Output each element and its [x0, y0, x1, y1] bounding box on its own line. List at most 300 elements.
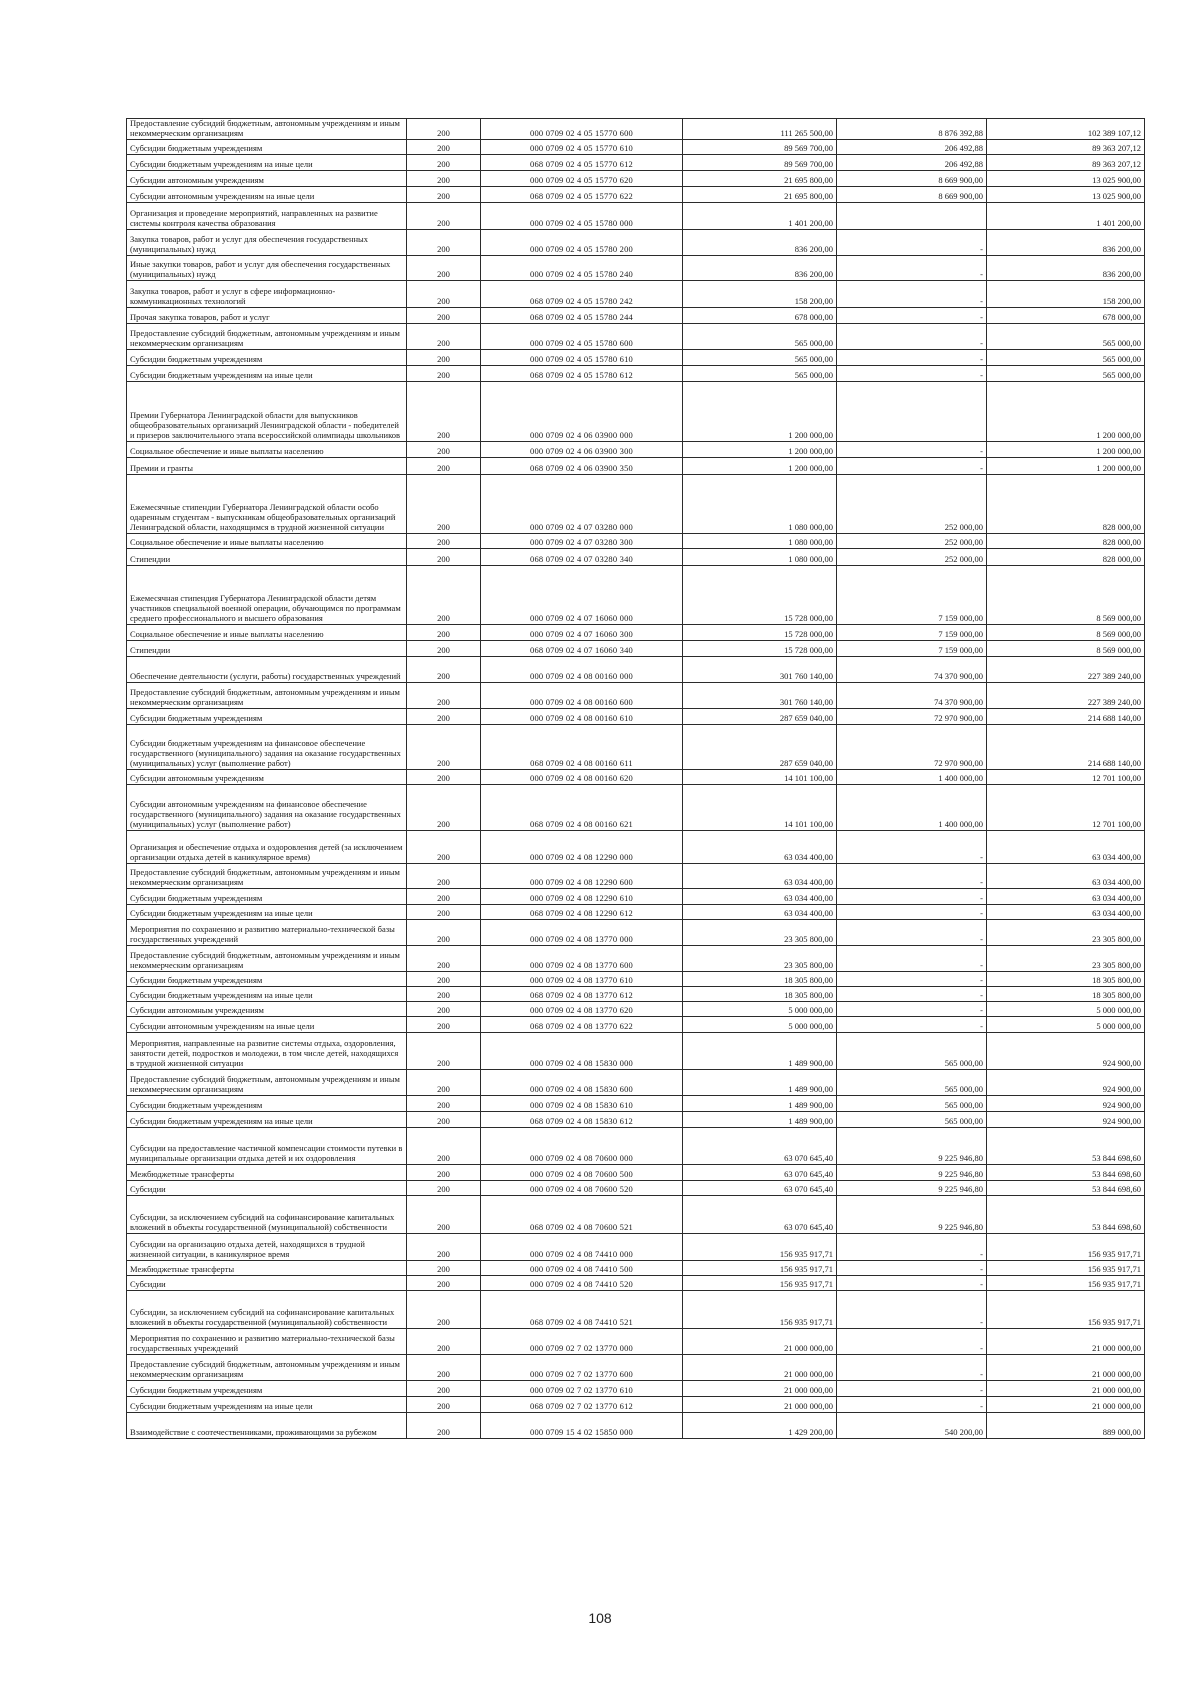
cell-remaining: 924 900,00	[987, 1033, 1145, 1070]
cell-kbk: 068 0709 02 4 05 15780 612	[481, 366, 683, 382]
cell-approved: 15 728 000,00	[683, 625, 837, 641]
cell-code: 200	[407, 1196, 481, 1234]
cell-code: 200	[407, 987, 481, 1002]
cell-name: Субсидии автономным учреждениям	[127, 171, 407, 187]
cell-executed: -	[837, 230, 987, 256]
cell-code: 200	[407, 864, 481, 889]
cell-remaining: 23 305 800,00	[987, 920, 1145, 946]
cell-executed: -	[837, 350, 987, 366]
cell-code: 200	[407, 1181, 481, 1196]
cell-code: 200	[407, 709, 481, 725]
cell-approved: 15 728 000,00	[683, 566, 837, 625]
cell-kbk: 000 0709 02 4 08 00160 610	[481, 709, 683, 725]
cell-name: Ежемесячная стипендия Губернатора Ленинградской области детям участников специальной военной операции, обучающимся по программам среднего профессионального и высшего образования	[127, 566, 407, 625]
cell-executed: 74 370 900,00	[837, 657, 987, 683]
cell-name: Субсидии	[127, 1181, 407, 1196]
cell-approved: 21 695 800,00	[683, 171, 837, 187]
cell-executed: -	[837, 987, 987, 1002]
cell-name: Субсидии на предоставление частичной компенсации стоимости путевки в муниципальные организации отдыха детей и их оздоровления	[127, 1128, 407, 1165]
table-row	[127, 1234, 1145, 1261]
cell-code: 200	[407, 171, 481, 187]
cell-code: 200	[407, 382, 481, 442]
cell-executed: 565 000,00	[837, 1033, 987, 1070]
cell-name: Межбюджетные трансферты	[127, 1165, 407, 1181]
cell-kbk: 000 0709 02 7 02 13770 600	[481, 1355, 683, 1381]
cell-code: 200	[407, 1276, 481, 1291]
cell-remaining: 1 200 000,00	[987, 382, 1145, 442]
cell-remaining: 1 200 000,00	[987, 458, 1145, 475]
cell-approved: 23 305 800,00	[683, 920, 837, 946]
cell-code: 200	[407, 683, 481, 709]
cell-approved: 678 000,00	[683, 308, 837, 324]
cell-code: 200	[407, 549, 481, 566]
cell-executed: 7 159 000,00	[837, 641, 987, 657]
cell-approved: 63 070 645,40	[683, 1181, 837, 1196]
cell-executed: 1 400 000,00	[837, 785, 987, 831]
cell-remaining: 21 000 000,00	[987, 1381, 1145, 1397]
cell-name: Предоставление субсидий бюджетным, автономным учреждениям и иным некоммерческим организациям	[127, 1070, 407, 1096]
cell-remaining: 924 900,00	[987, 1096, 1145, 1112]
cell-kbk: 068 0709 02 4 08 12290 612	[481, 905, 683, 920]
table-row	[127, 1381, 1145, 1397]
cell-name: Субсидии бюджетным учреждениям	[127, 889, 407, 905]
table-row	[127, 1397, 1145, 1413]
cell-executed: -	[837, 281, 987, 308]
cell-executed: 540 200,00	[837, 1413, 987, 1439]
table-row	[127, 256, 1145, 281]
cell-remaining: 1 401 200,00	[987, 203, 1145, 230]
cell-code: 200	[407, 230, 481, 256]
cell-approved: 5 000 000,00	[683, 1002, 837, 1017]
cell-remaining: 13 025 900,00	[987, 171, 1145, 187]
cell-approved: 1 489 900,00	[683, 1112, 837, 1128]
cell-code: 200	[407, 1002, 481, 1017]
cell-kbk: 000 0709 02 4 05 15780 200	[481, 230, 683, 256]
table-row	[127, 1181, 1145, 1196]
cell-code: 200	[407, 566, 481, 625]
cell-name: Обеспечение деятельности (услуги, работы) государственных учреждений	[127, 657, 407, 683]
budget-table-body	[127, 119, 1145, 1439]
cell-executed: 8 669 900,00	[837, 187, 987, 203]
cell-kbk: 068 0709 02 4 06 03900 350	[481, 458, 683, 475]
cell-approved: 1 080 000,00	[683, 475, 837, 534]
cell-name: Субсидии бюджетным учреждениям	[127, 1096, 407, 1112]
cell-executed: -	[837, 889, 987, 905]
cell-kbk: 000 0709 02 4 08 00160 000	[481, 657, 683, 683]
cell-code: 200	[407, 324, 481, 350]
cell-kbk: 000 0709 02 4 08 70600 500	[481, 1165, 683, 1181]
cell-kbk: 000 0709 02 4 08 12290 610	[481, 889, 683, 905]
cell-name: Предоставление субсидий бюджетным, автономным учреждениям и иным некоммерческим организациям	[127, 946, 407, 972]
cell-remaining: 828 000,00	[987, 534, 1145, 549]
cell-name: Иные закупки товаров, работ и услуг для обеспечения государственных (муниципальных) нужд	[127, 256, 407, 281]
cell-approved: 63 034 400,00	[683, 905, 837, 920]
cell-remaining: 21 000 000,00	[987, 1397, 1145, 1413]
cell-name: Мероприятия по сохранению и развитию материально-технической базы государственных учреждений	[127, 1329, 407, 1355]
cell-kbk: 068 0709 02 4 08 00160 621	[481, 785, 683, 831]
cell-remaining: 5 000 000,00	[987, 1002, 1145, 1017]
cell-approved: 1 489 900,00	[683, 1096, 837, 1112]
cell-kbk: 000 0709 02 4 05 15770 600	[481, 119, 683, 140]
cell-kbk: 000 0709 02 4 07 03280 300	[481, 534, 683, 549]
cell-kbk: 000 0709 02 4 08 00160 620	[481, 770, 683, 785]
cell-kbk: 000 0709 02 4 07 16060 300	[481, 625, 683, 641]
cell-code: 200	[407, 1234, 481, 1261]
cell-name: Межбюджетные трансферты	[127, 1261, 407, 1276]
cell-kbk: 068 0709 02 4 08 70600 521	[481, 1196, 683, 1234]
cell-executed: -	[837, 458, 987, 475]
table-row	[127, 770, 1145, 785]
cell-executed: 72 970 900,00	[837, 725, 987, 770]
cell-approved: 89 569 700,00	[683, 155, 837, 171]
cell-name: Ежемесячные стипендии Губернатора Ленинградской области особо одаренным студентам - выпускникам общеобразовательных организаций Ленинградской области, находящимся в трудной жизненной ситуации	[127, 475, 407, 534]
cell-code: 200	[407, 308, 481, 324]
cell-executed: 72 970 900,00	[837, 709, 987, 725]
cell-name: Субсидии бюджетным учреждениям на иные цели	[127, 905, 407, 920]
cell-executed: -	[837, 1017, 987, 1033]
cell-code: 200	[407, 725, 481, 770]
table-row	[127, 1196, 1145, 1234]
cell-executed: -	[837, 972, 987, 987]
cell-code: 200	[407, 1096, 481, 1112]
cell-remaining: 227 389 240,00	[987, 657, 1145, 683]
cell-approved: 21 695 800,00	[683, 187, 837, 203]
table-row	[127, 946, 1145, 972]
cell-approved: 1 200 000,00	[683, 458, 837, 475]
cell-executed: 565 000,00	[837, 1096, 987, 1112]
table-row	[127, 683, 1145, 709]
cell-kbk: 068 0709 02 4 08 13770 622	[481, 1017, 683, 1033]
cell-approved: 1 489 900,00	[683, 1033, 837, 1070]
cell-code: 200	[407, 155, 481, 171]
cell-kbk: 000 0709 02 4 05 15780 000	[481, 203, 683, 230]
cell-name: Субсидии бюджетным учреждениям	[127, 350, 407, 366]
cell-approved: 156 935 917,71	[683, 1291, 837, 1329]
table-row	[127, 864, 1145, 889]
cell-code: 200	[407, 1128, 481, 1165]
cell-code: 200	[407, 1165, 481, 1181]
cell-code: 200	[407, 366, 481, 382]
cell-kbk: 000 0709 02 4 08 70600 520	[481, 1181, 683, 1196]
table-row	[127, 905, 1145, 920]
cell-code: 200	[407, 119, 481, 140]
table-row	[127, 1329, 1145, 1355]
cell-name: Субсидии бюджетным учреждениям на иные цели	[127, 987, 407, 1002]
cell-kbk: 000 0709 02 4 08 74410 500	[481, 1261, 683, 1276]
table-row	[127, 382, 1145, 442]
cell-remaining: 8 569 000,00	[987, 566, 1145, 625]
cell-remaining: 13 025 900,00	[987, 187, 1145, 203]
cell-name: Предоставление субсидий бюджетным, автономным учреждениям и иным некоммерческим организациям	[127, 864, 407, 889]
table-row	[127, 785, 1145, 831]
cell-approved: 63 070 645,40	[683, 1128, 837, 1165]
cell-kbk: 000 0709 02 4 08 12290 600	[481, 864, 683, 889]
cell-executed: -	[837, 1002, 987, 1017]
cell-executed: 9 225 946,80	[837, 1165, 987, 1181]
cell-remaining: 21 000 000,00	[987, 1329, 1145, 1355]
cell-code: 200	[407, 1397, 481, 1413]
cell-approved: 1 080 000,00	[683, 534, 837, 549]
cell-remaining: 214 688 140,00	[987, 725, 1145, 770]
cell-executed: 7 159 000,00	[837, 625, 987, 641]
cell-name: Премии и гранты	[127, 458, 407, 475]
cell-code: 200	[407, 203, 481, 230]
table-row	[127, 155, 1145, 171]
cell-executed: -	[837, 366, 987, 382]
cell-name: Социальное обеспечение и иные выплаты населению	[127, 625, 407, 641]
cell-executed	[837, 203, 987, 230]
cell-name: Субсидии бюджетным учреждениям на иные цели	[127, 366, 407, 382]
table-row	[127, 889, 1145, 905]
cell-executed: 8 669 900,00	[837, 171, 987, 187]
cell-approved: 287 659 040,00	[683, 725, 837, 770]
cell-code: 200	[407, 534, 481, 549]
cell-kbk: 068 0709 02 4 05 15770 622	[481, 187, 683, 203]
budget-execution-table	[126, 118, 1145, 1439]
cell-remaining: 63 034 400,00	[987, 905, 1145, 920]
cell-approved: 156 935 917,71	[683, 1234, 837, 1261]
cell-approved: 565 000,00	[683, 350, 837, 366]
cell-approved: 301 760 140,00	[683, 683, 837, 709]
cell-name: Субсидии бюджетным учреждениям на иные цели	[127, 1397, 407, 1413]
cell-code: 200	[407, 905, 481, 920]
cell-kbk: 000 0709 02 4 08 70600 000	[481, 1128, 683, 1165]
cell-code: 200	[407, 140, 481, 155]
cell-executed: -	[837, 1355, 987, 1381]
cell-executed: 565 000,00	[837, 1112, 987, 1128]
cell-name: Субсидии автономным учреждениям	[127, 770, 407, 785]
cell-executed: -	[837, 308, 987, 324]
cell-remaining: 565 000,00	[987, 324, 1145, 350]
cell-executed: -	[837, 1381, 987, 1397]
cell-kbk: 068 0709 02 4 05 15780 242	[481, 281, 683, 308]
cell-approved: 63 070 645,40	[683, 1165, 837, 1181]
cell-approved: 301 760 140,00	[683, 657, 837, 683]
table-row	[127, 442, 1145, 458]
cell-executed: -	[837, 1261, 987, 1276]
cell-kbk: 068 0709 02 7 02 13770 612	[481, 1397, 683, 1413]
cell-kbk: 000 0709 02 7 02 13770 000	[481, 1329, 683, 1355]
cell-approved: 89 569 700,00	[683, 140, 837, 155]
cell-executed: -	[837, 1276, 987, 1291]
cell-kbk: 000 0709 02 4 06 03900 300	[481, 442, 683, 458]
cell-code: 200	[407, 770, 481, 785]
cell-kbk: 000 0709 02 7 02 13770 610	[481, 1381, 683, 1397]
cell-name: Предоставление субсидий бюджетным, автономным учреждениям и иным некоммерческим организациям	[127, 324, 407, 350]
cell-code: 200	[407, 889, 481, 905]
cell-kbk: 068 0709 02 4 08 74410 521	[481, 1291, 683, 1329]
cell-executed: -	[837, 831, 987, 864]
cell-remaining: 565 000,00	[987, 350, 1145, 366]
table-row	[127, 831, 1145, 864]
cell-executed: -	[837, 920, 987, 946]
table-row	[127, 475, 1145, 534]
cell-approved: 63 034 400,00	[683, 889, 837, 905]
cell-remaining: 836 200,00	[987, 230, 1145, 256]
cell-name: Премии Губернатора Ленинградской области для выпускников общеобразовательных организаций Ленинградской области - победителей и призеров заключительного этапа всероссийской олимпиады школьников	[127, 382, 407, 442]
cell-kbk: 000 0709 02 4 08 13770 610	[481, 972, 683, 987]
table-row	[127, 1165, 1145, 1181]
table-row	[127, 987, 1145, 1002]
table-row	[127, 1033, 1145, 1070]
table-row	[127, 920, 1145, 946]
cell-executed: -	[837, 1397, 987, 1413]
cell-kbk: 068 0709 02 4 07 03280 340	[481, 549, 683, 566]
cell-name: Прочая закупка товаров, работ и услуг	[127, 308, 407, 324]
cell-remaining: 63 034 400,00	[987, 889, 1145, 905]
cell-code: 200	[407, 1291, 481, 1329]
cell-approved: 565 000,00	[683, 366, 837, 382]
cell-code: 200	[407, 256, 481, 281]
table-row	[127, 1261, 1145, 1276]
cell-kbk: 068 0709 02 4 07 16060 340	[481, 641, 683, 657]
cell-approved: 21 000 000,00	[683, 1355, 837, 1381]
cell-remaining: 828 000,00	[987, 475, 1145, 534]
cell-kbk: 000 0709 02 4 05 15770 610	[481, 140, 683, 155]
table-row	[127, 324, 1145, 350]
cell-executed: 252 000,00	[837, 534, 987, 549]
cell-name: Субсидии бюджетным учреждениям	[127, 972, 407, 987]
cell-code: 200	[407, 785, 481, 831]
cell-remaining: 23 305 800,00	[987, 946, 1145, 972]
cell-kbk: 000 0709 02 4 08 13770 620	[481, 1002, 683, 1017]
cell-executed: -	[837, 324, 987, 350]
cell-executed: -	[837, 905, 987, 920]
cell-code: 200	[407, 1033, 481, 1070]
cell-executed: 7 159 000,00	[837, 566, 987, 625]
cell-kbk: 000 0709 02 4 08 15830 610	[481, 1096, 683, 1112]
cell-approved: 14 101 100,00	[683, 785, 837, 831]
cell-approved: 158 200,00	[683, 281, 837, 308]
cell-approved: 21 000 000,00	[683, 1397, 837, 1413]
cell-remaining: 889 000,00	[987, 1413, 1145, 1439]
cell-remaining: 102 389 107,12	[987, 119, 1145, 140]
cell-remaining: 12 701 100,00	[987, 770, 1145, 785]
cell-name: Субсидии	[127, 1276, 407, 1291]
cell-executed: -	[837, 1291, 987, 1329]
table-row	[127, 140, 1145, 155]
cell-remaining: 227 389 240,00	[987, 683, 1145, 709]
cell-name: Субсидии, за исключением субсидий на софинансирование капитальных вложений в объекты государственной (муниципальной) собственности	[127, 1196, 407, 1234]
cell-approved: 836 200,00	[683, 256, 837, 281]
cell-executed: -	[837, 1329, 987, 1355]
cell-executed: 74 370 900,00	[837, 683, 987, 709]
cell-kbk: 000 0709 15 4 02 15850 000	[481, 1413, 683, 1439]
cell-executed: -	[837, 442, 987, 458]
cell-code: 200	[407, 1070, 481, 1096]
table-row	[127, 1413, 1145, 1439]
cell-executed: 565 000,00	[837, 1070, 987, 1096]
table-row	[127, 566, 1145, 625]
cell-name: Организация и проведение мероприятий, направленных на развитие системы контроля качества образования	[127, 203, 407, 230]
cell-kbk: 068 0709 02 4 08 15830 612	[481, 1112, 683, 1128]
cell-remaining: 53 844 698,60	[987, 1181, 1145, 1196]
cell-remaining: 18 305 800,00	[987, 972, 1145, 987]
page-number: 108	[588, 1610, 612, 1626]
cell-remaining: 156 935 917,71	[987, 1276, 1145, 1291]
cell-remaining: 18 305 800,00	[987, 987, 1145, 1002]
cell-name: Предоставление субсидий бюджетным, автономным учреждениям и иным некоммерческим организациям	[127, 119, 407, 140]
cell-remaining: 53 844 698,60	[987, 1165, 1145, 1181]
cell-name: Субсидии автономным учреждениям на финансовое обеспечение государственного (муниципального) задания на оказание государственных (муниципальных) услуг (выполнение работ)	[127, 785, 407, 831]
cell-name: Субсидии автономным учреждениям на иные цели	[127, 1017, 407, 1033]
cell-code: 200	[407, 1329, 481, 1355]
cell-kbk: 000 0709 02 4 05 15780 600	[481, 324, 683, 350]
table-row	[127, 1355, 1145, 1381]
table-row	[127, 350, 1145, 366]
cell-code: 200	[407, 946, 481, 972]
table-row	[127, 119, 1145, 140]
table-row	[127, 203, 1145, 230]
table-row	[127, 281, 1145, 308]
cell-name: Субсидии бюджетным учреждениям на иные цели	[127, 155, 407, 171]
cell-remaining: 5 000 000,00	[987, 1017, 1145, 1033]
cell-name: Предоставление субсидий бюджетным, автономным учреждениям и иным некоммерческим организациям	[127, 683, 407, 709]
cell-kbk: 000 0709 02 4 06 03900 000	[481, 382, 683, 442]
cell-approved: 18 305 800,00	[683, 987, 837, 1002]
cell-remaining: 8 569 000,00	[987, 641, 1145, 657]
table-row	[127, 1112, 1145, 1128]
cell-kbk: 000 0709 02 4 08 00160 600	[481, 683, 683, 709]
cell-approved: 14 101 100,00	[683, 770, 837, 785]
cell-approved: 1 200 000,00	[683, 382, 837, 442]
table-row	[127, 230, 1145, 256]
cell-remaining: 21 000 000,00	[987, 1355, 1145, 1381]
cell-remaining: 565 000,00	[987, 366, 1145, 382]
cell-approved: 836 200,00	[683, 230, 837, 256]
cell-executed: -	[837, 864, 987, 889]
table-row	[127, 187, 1145, 203]
cell-executed: -	[837, 946, 987, 972]
cell-approved: 63 034 400,00	[683, 864, 837, 889]
cell-remaining: 53 844 698,60	[987, 1128, 1145, 1165]
cell-remaining: 156 935 917,71	[987, 1291, 1145, 1329]
cell-remaining: 156 935 917,71	[987, 1261, 1145, 1276]
cell-code: 200	[407, 281, 481, 308]
cell-kbk: 000 0709 02 4 05 15780 610	[481, 350, 683, 366]
cell-code: 200	[407, 831, 481, 864]
cell-name: Субсидии, за исключением субсидий на софинансирование капитальных вложений в объекты государственной (муниципальной) собственности	[127, 1291, 407, 1329]
cell-name: Мероприятия, направленные на развитие системы отдыха, оздоровления, занятости детей, подростков и молодежи, в том числе детей, находящихся в трудной жизненной ситуации	[127, 1033, 407, 1070]
cell-approved: 18 305 800,00	[683, 972, 837, 987]
cell-code: 200	[407, 1381, 481, 1397]
cell-remaining: 63 034 400,00	[987, 831, 1145, 864]
cell-approved: 287 659 040,00	[683, 709, 837, 725]
cell-approved: 1 200 000,00	[683, 442, 837, 458]
cell-executed: 8 876 392,88	[837, 119, 987, 140]
cell-kbk: 000 0709 02 4 05 15770 620	[481, 171, 683, 187]
cell-code: 200	[407, 442, 481, 458]
table-row	[127, 709, 1145, 725]
cell-executed: 1 400 000,00	[837, 770, 987, 785]
table-row	[127, 641, 1145, 657]
cell-approved: 15 728 000,00	[683, 641, 837, 657]
cell-code: 200	[407, 920, 481, 946]
cell-remaining: 8 569 000,00	[987, 625, 1145, 641]
cell-executed	[837, 382, 987, 442]
table-row	[127, 725, 1145, 770]
cell-code: 200	[407, 1017, 481, 1033]
cell-executed: -	[837, 1234, 987, 1261]
cell-name: Субсидии на организацию отдыха детей, находящихся в трудной жизненной ситуации, в каникулярное время	[127, 1234, 407, 1261]
cell-approved: 111 265 500,00	[683, 119, 837, 140]
table-row	[127, 1096, 1145, 1112]
cell-approved: 21 000 000,00	[683, 1381, 837, 1397]
cell-name: Субсидии бюджетным учреждениям на финансовое обеспечение государственного (муниципального) задания на оказание государственных (муниципальных) услуг (выполнение работ)	[127, 725, 407, 770]
cell-remaining: 924 900,00	[987, 1112, 1145, 1128]
cell-name: Субсидии автономным учреждениям на иные цели	[127, 187, 407, 203]
cell-remaining: 158 200,00	[987, 281, 1145, 308]
